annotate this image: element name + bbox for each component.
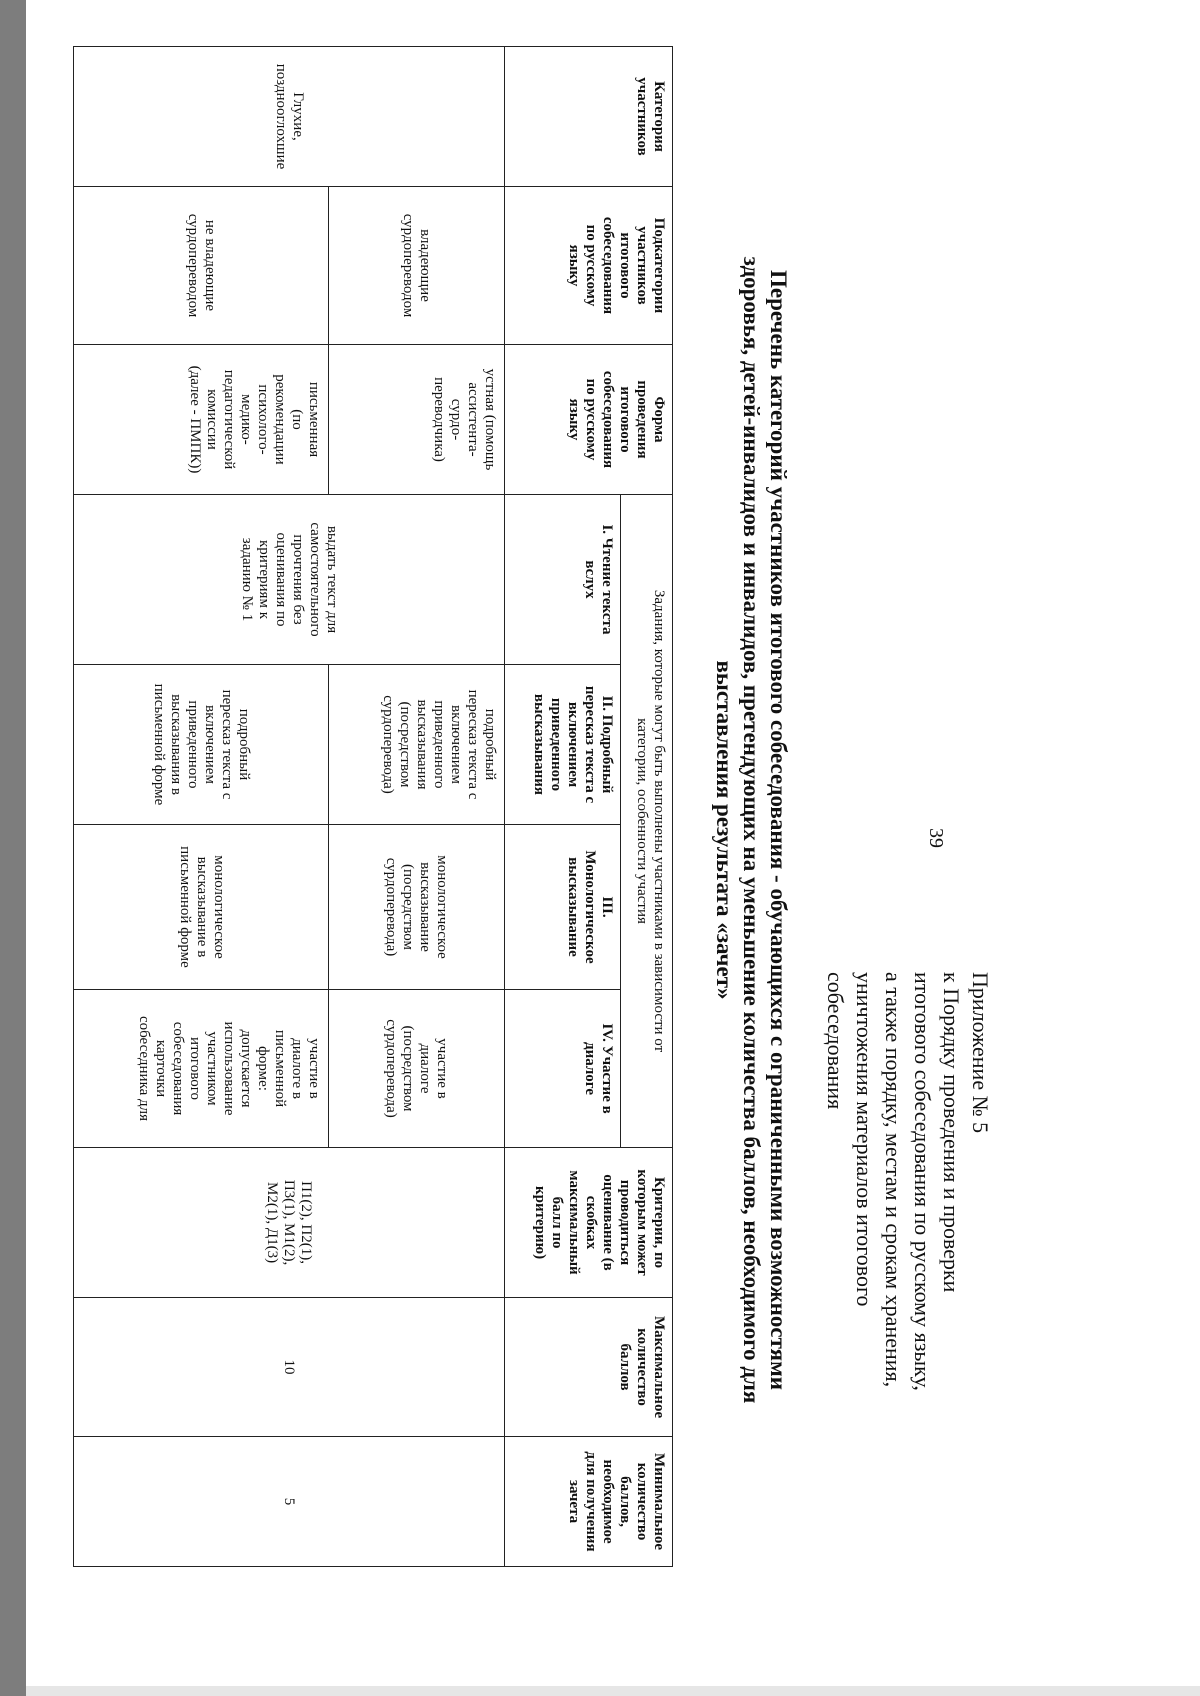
appendix-line: итогового собеседования по русскому языку, — [910, 972, 935, 1391]
header-task-1: I. Чтение текста вслух — [504, 495, 620, 665]
header-max-score: Максимальное количество баллов — [504, 1298, 672, 1437]
cell-task-1: выдать текст для самостоятельного прочтения без оценивания по критериям к заданию № 1 — [74, 495, 505, 665]
appendix-line: собеседования — [823, 972, 848, 1110]
rotated-page-content — [26, 0, 1200, 1696]
criteria-table — [73, 46, 673, 1567]
cell-task-4: участие в диалоге в письменной форме: допускается использование участником итогового собеседования карточки собеседника для — [74, 990, 329, 1148]
header-task-2: II. Подробный пересказ текста с включением приведенного высказывания — [504, 665, 620, 825]
cell-form: письменная (по рекомендации психолого- медико- педагогической комиссии (далее - ПМПК)) — [74, 345, 329, 495]
cell-form: устная (помощь ассистента- сурдо- переводчика) — [329, 345, 504, 495]
scan-bottom-edge — [26, 1686, 1200, 1696]
header-tasks-group: Задания, которые могут быть выполнены участниками в зависимости от категории, особенности участия — [620, 495, 672, 1148]
cell-task-4: участие в диалоге (посредством сурдоперевода) — [329, 990, 504, 1148]
cell-subcategory: владеющие сурдопереводом — [329, 187, 504, 345]
scan-edge — [0, 0, 26, 1696]
header-category: Категория участников — [504, 47, 672, 187]
page-number: 39 — [925, 828, 947, 848]
cell-task-3: монологическое высказывание (посредством сурдоперевода) — [329, 825, 504, 990]
title-line: здоровья, детей-инвалидов и инвалидов, претендующих на уменьшение количества баллов, необходимого для — [739, 256, 764, 1404]
appendix-line: уничтожения материалов итогового — [852, 972, 877, 1307]
document-page — [26, 0, 1200, 1696]
cell-category: Глухие, позднооглохшие — [74, 47, 505, 187]
title-line: выставления результата «зачет» — [712, 660, 737, 1000]
header-subcategory: Подкатегории участников итогового собеседования по русскому языку — [504, 187, 672, 345]
header-task-4: IV. Участие в диалоге — [504, 990, 620, 1148]
cell-task-3: монологическое высказывание в письменной форме — [74, 825, 329, 990]
cell-task-2: подробный пересказ текста с включением приведенного высказывания (посредством сурдоперевода) — [329, 665, 504, 825]
cell-criteria: П1(2), П2(1), П3(1), М1(2), М2(1), Д1(3) — [74, 1148, 505, 1298]
document-title — [711, 210, 792, 1450]
appendix-line: а также порядку, местам и срокам хранения, — [881, 972, 906, 1388]
header-min-score: Минимальное количество баллов, необходимое для получения зачета — [504, 1437, 672, 1567]
cell-max-score: 10 — [74, 1298, 505, 1437]
appendix-note — [821, 972, 995, 1432]
title-line: Перечень категорий участников итогового собеседования - обучающихся с ограниченными возможностями — [766, 270, 791, 1390]
header-form: Форма проведения итогового собеседования по русскому языку — [504, 345, 672, 495]
appendix-line: к Порядку проведения и проверки — [939, 972, 964, 1293]
appendix-line: Приложение № 5 — [968, 972, 993, 1134]
cell-task-2: подробный пересказ текста с включением приведенного высказывания в письменной форме — [74, 665, 329, 825]
cell-subcategory: не владеющие сурдопереводом — [74, 187, 329, 345]
cell-min-score: 5 — [74, 1437, 505, 1567]
header-task-3: III. Монологическое высказывание — [504, 825, 620, 990]
header-criteria: Критерии, по которым может проводиться оценивание (в скобках максимальный балл по критерию) — [504, 1148, 672, 1298]
